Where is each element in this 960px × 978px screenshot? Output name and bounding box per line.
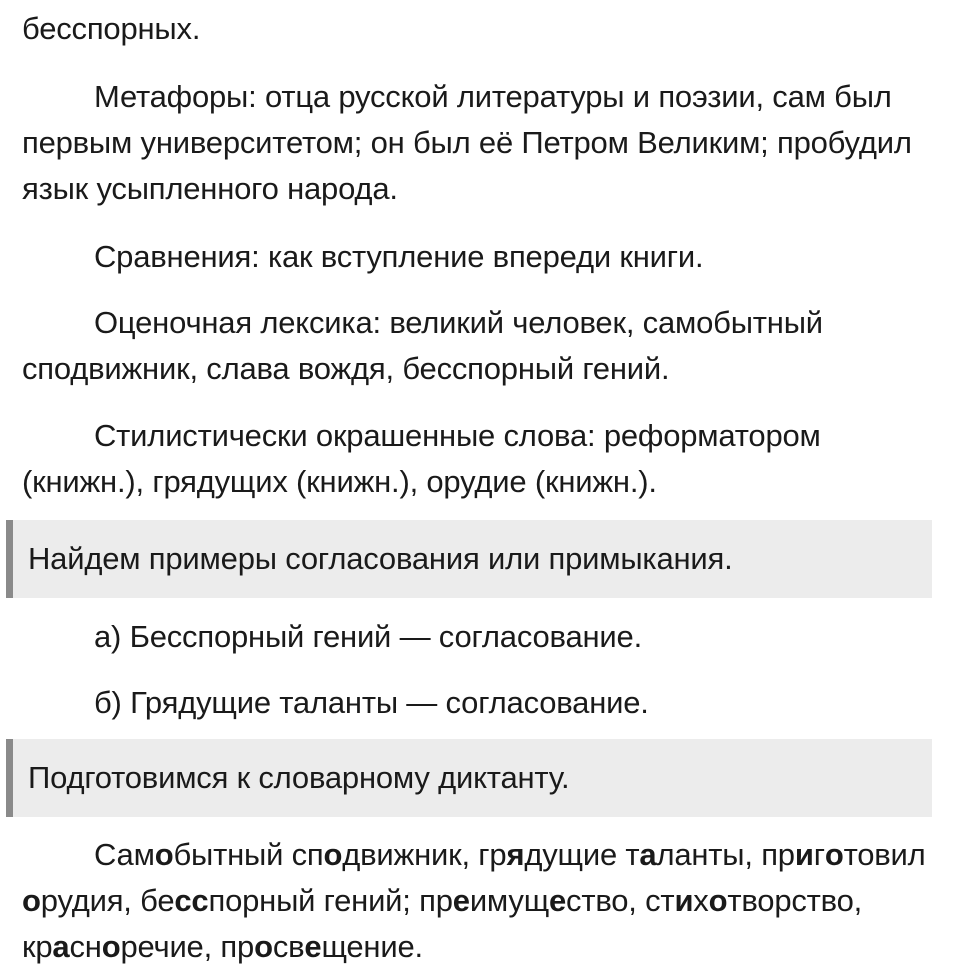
paragraph-metaphors: Метафоры: отца русской литературы и поэзии, сам был первым университетом; он был её Петром Великим; пробудил язык усыпленного народа. [22, 79, 912, 206]
paragraph-stylistic-words: Стилистически окрашенные слова: реформатором (книжн.), грядущих (книжн.), орудие (книжн.). [22, 418, 821, 499]
dictation-text: товил [843, 837, 926, 872]
highlighted-letter: е [452, 883, 470, 918]
highlighted-letter: и [674, 883, 694, 918]
highlighted-letter: о [22, 883, 41, 918]
dictation-text: творство, кр [22, 883, 863, 964]
paragraph-evaluative-lexicon: Оценочная лексика: великий человек, самобытный сподвижник, слава вождя, бесспорный гений. [22, 305, 823, 386]
dictation-text: движник, гр [342, 837, 507, 872]
highlighted-letter: о [824, 837, 844, 872]
example-b: б) Грядущие таланты — согласование. [94, 685, 649, 720]
highlighted-letter: а [52, 929, 70, 964]
dictation-text: Сам [94, 837, 155, 872]
highlighted-letter: сс [174, 883, 209, 918]
highlighted-letter: о [254, 929, 273, 964]
task-callout-agreement [6, 520, 932, 598]
highlighted-letter: о [708, 883, 728, 918]
dictation-text: порный гений; пр [208, 883, 453, 918]
highlighted-letter: а [639, 837, 657, 872]
dictation-paragraph [22, 832, 942, 970]
dictation-text: щение. [321, 929, 423, 964]
highlighted-letter: о [323, 837, 343, 872]
highlighted-letter: о [101, 929, 121, 964]
dictation-text: бытный сп [173, 837, 324, 872]
highlighted-letter: е [549, 883, 567, 918]
task-callout-text: Подготовимся к словарному диктанту. [28, 760, 570, 795]
dictation-text: рудия, бе [40, 883, 175, 918]
dictation-text: св [272, 929, 305, 964]
dictation-text: г [813, 837, 825, 872]
example-a: а) Бесспорный гений — согласование. [94, 619, 642, 654]
paragraph-continuation: бесспорных. [22, 11, 201, 46]
dictation-text: ство, ст [566, 883, 675, 918]
dictation-text: сн [69, 929, 102, 964]
task-callout-text: Найдем примеры согласования или примыкания. [28, 541, 733, 576]
highlighted-letter: е [304, 929, 322, 964]
task-callout-dictation [6, 739, 932, 817]
highlighted-letter: я [506, 837, 525, 872]
dictation-text: речие, пр [120, 929, 255, 964]
highlighted-letter: и [794, 837, 814, 872]
dictation-text: ланты, пр [656, 837, 795, 872]
dictation-text: имущ [469, 883, 549, 918]
dictation-text: х [693, 883, 709, 918]
paragraph-comparisons: Сравнения: как вступление впереди книги. [94, 239, 704, 274]
highlighted-letter: о [154, 837, 174, 872]
dictation-text: дущие т [524, 837, 640, 872]
